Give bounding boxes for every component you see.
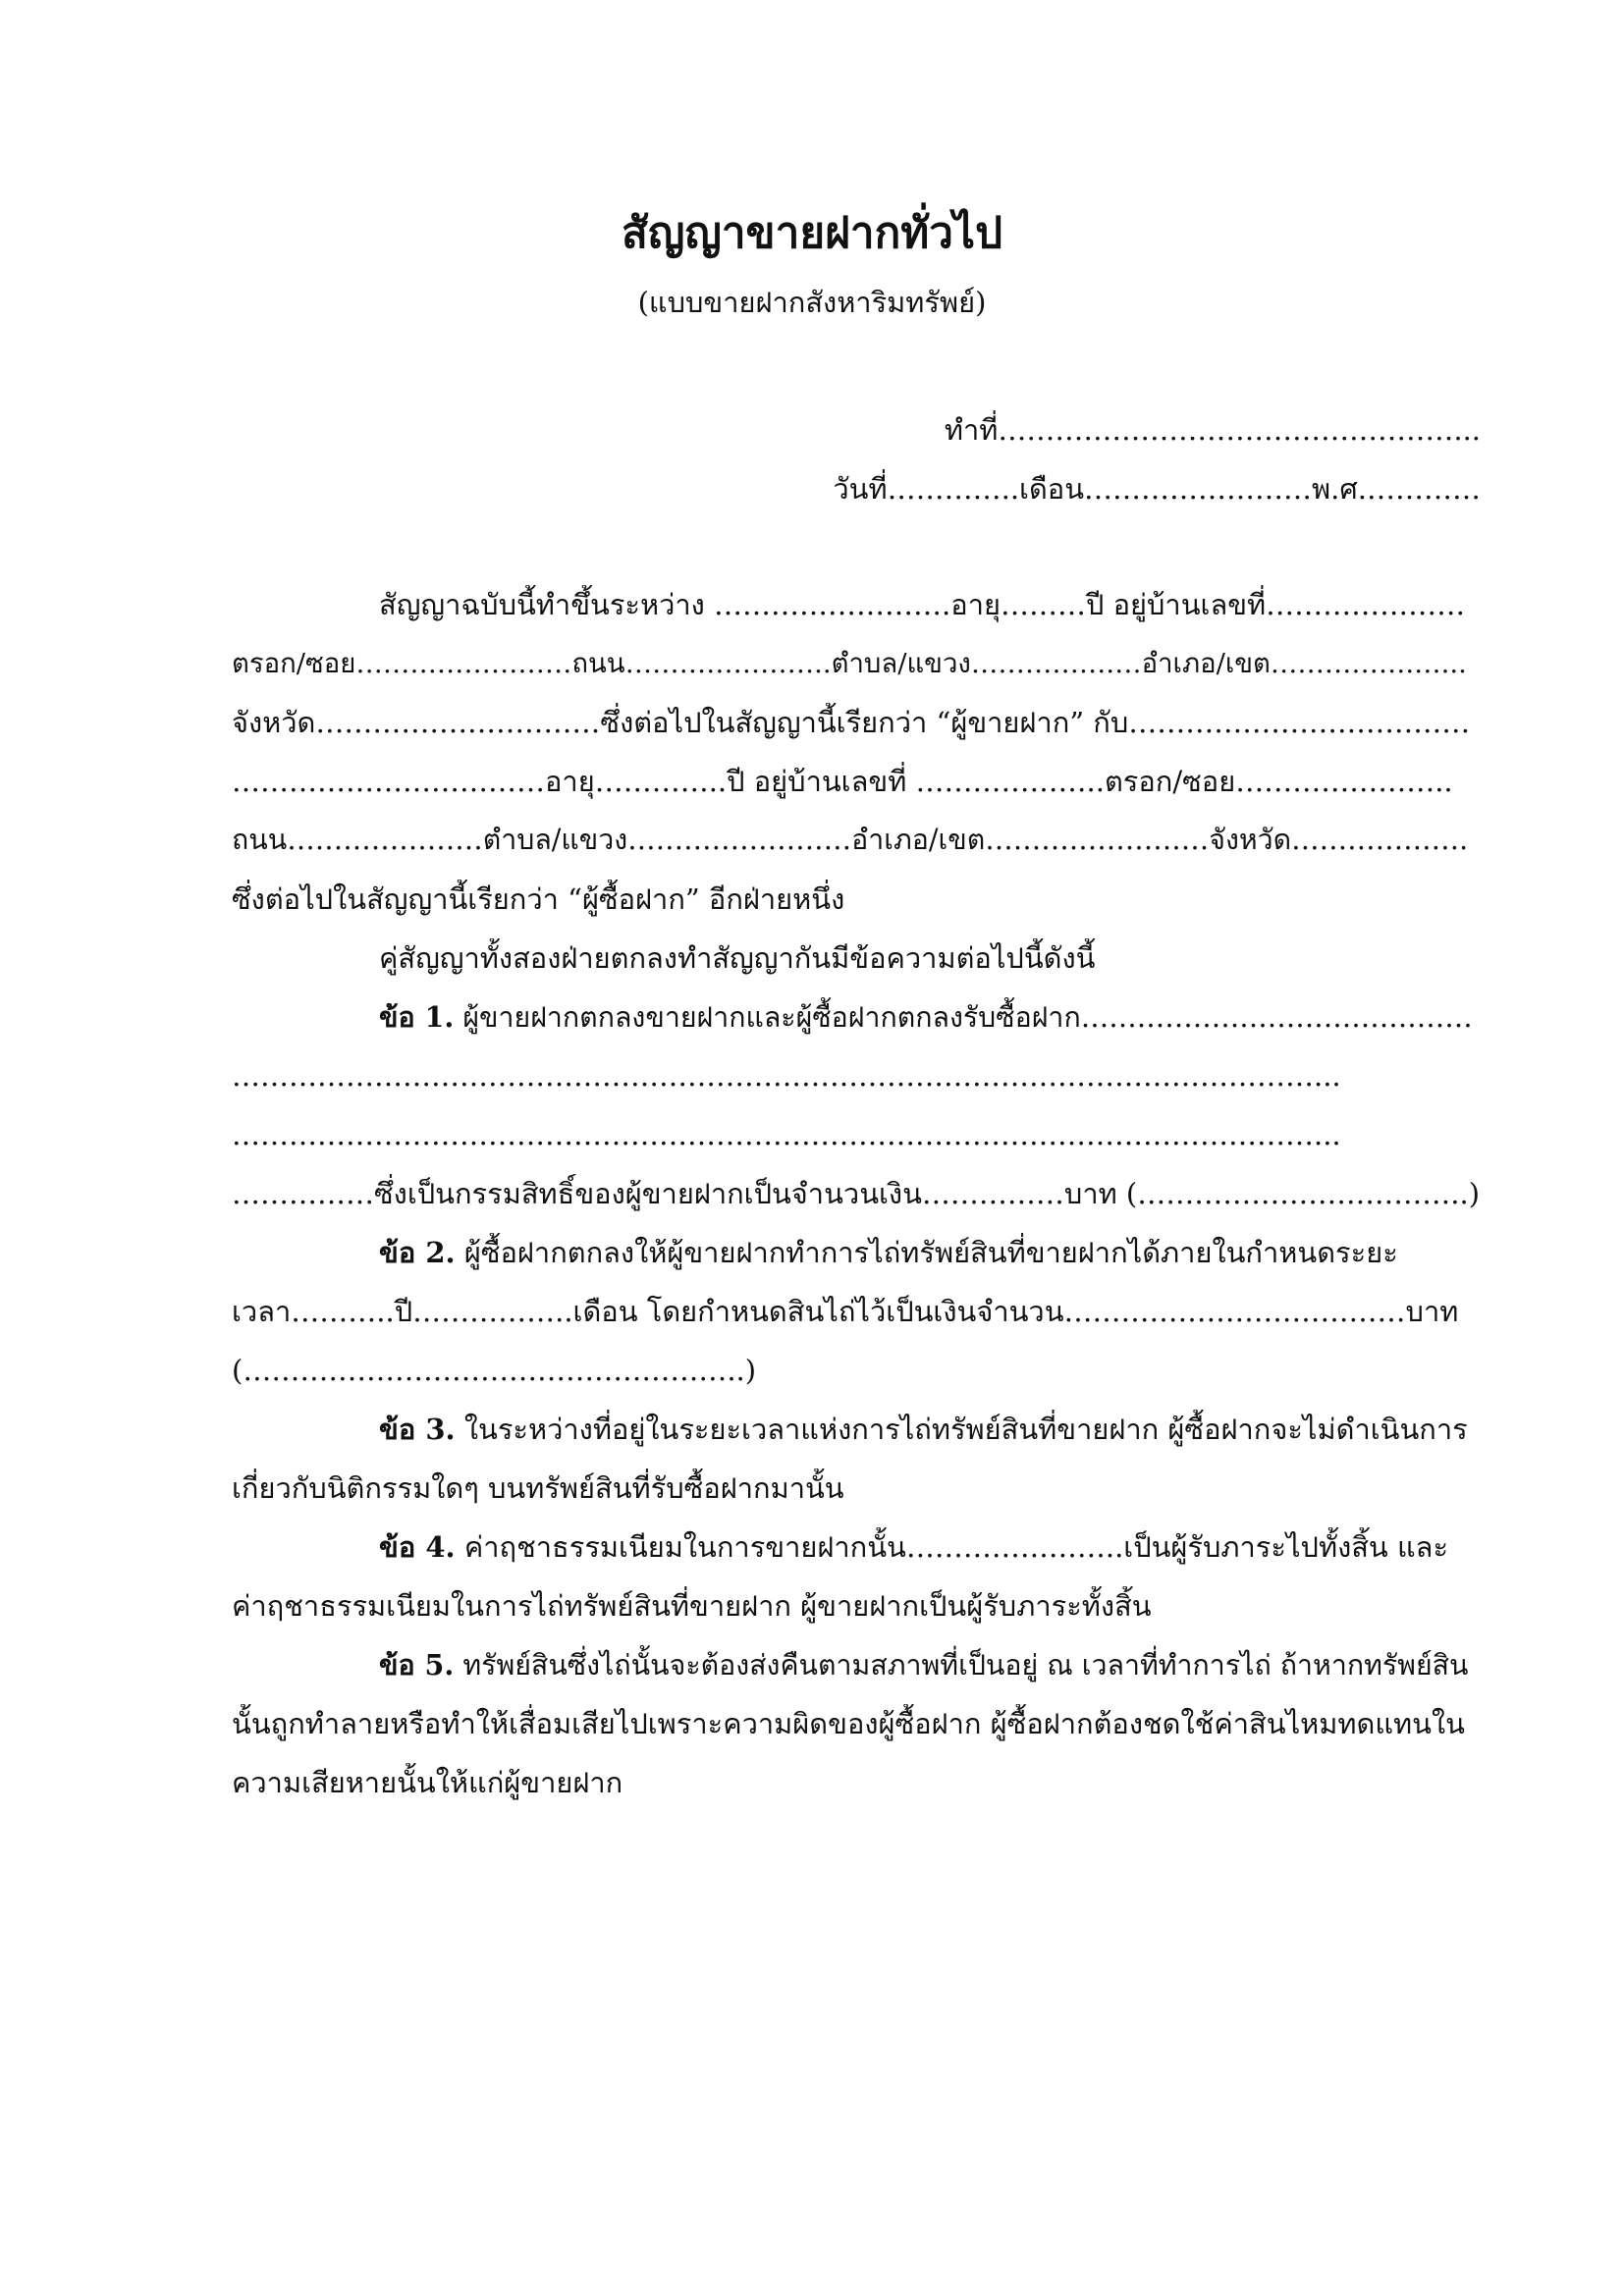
clause-1-label: ข้อ 1. [379,1000,455,1034]
made-at-line: ทำที่…………………………………………... [944,413,1481,447]
clause-5-line-3: ความเสียหายนั้นให้แก่ผู้ขายฝาก [232,1766,623,1799]
party-line-5: ถนน…………………ตำบล/แขวง……………………อำเภอ/เขต……………………จังหวัด………………. [232,824,1469,856]
clause-5 [379,1645,1481,1685]
clause-2-label: ข้อ 2. [379,1236,456,1269]
clause-1-text: ผู้ขายฝากตกลงขายฝากและผู้ซื้อฝากตกลงรับซื้อฝาก…………………………………… [462,1001,1473,1034]
clause-4 [379,1527,1481,1567]
clause-1-line-2: ……………………………………………………………………………………………………... [232,1059,1341,1093]
party-line-4: ……………………………อายุ…………..ปี อยู่บ้านเลขที่ ………………..ตรอก/ซอย………………….. [232,765,1453,798]
clause-3 [379,1410,1481,1449]
agreement-intro: คู่สัญญาทั้งสองฝ่ายตกลงทำสัญญากันมีข้อความต่อไปนี้ดังนี้ [379,941,1096,975]
document-subtitle: (แบบขายฝากสังหาริมทรัพย์) [637,286,987,319]
clause-2-text: ผู้ซื้อฝากตกลงให้ผู้ขายฝากทำการไถ่ทรัพย์สินที่ขายฝากได้ภายในกำหนดระยะ [463,1236,1398,1269]
clause-4-line-2: ค่าฤชาธรรมเนียมในการไถ่ทรัพย์สินที่ขายฝาก ผู้ขายฝากเป็นผู้รับภาระทั้งสิ้น [232,1589,1152,1623]
party-line-1: สัญญาฉบับนี้ทำขึ้นระหว่าง …………………….อายุ………ปี อยู่บ้านเลขที่………………… [379,588,1466,621]
clause-3-line-2: เกี่ยวกับนิติกรรมใดๆ บนทรัพย์สินที่รับซื้อฝากมานั้น [232,1471,844,1505]
clause-5-line-2: นั้นถูกทำลายหรือทำให้เสื่อมเสียไปเพราะความผิดของผู้ซื้อฝาก ผู้ซื้อฝากต้องชดใช้ค่าสินไหมทดแทนใน [232,1707,1465,1740]
clause-4-text: ค่าฤชาธรรมเนียมในการขายฝากนั้น…………………..เป็นผู้รับภาระไปทั้งสิ้น และ [463,1530,1449,1564]
date-line: วันที่…………..เดือน……………………พ.ศ.………… [833,472,1481,506]
clause-3-label: ข้อ 3. [379,1413,456,1446]
party-line-6: ซึ่งต่อไปในสัญญานี้เรียกว่า “ผู้ซื้อฝาก” อีกฝ่ายหนึ่ง [232,882,845,916]
party-line-2: ตรอก/ซอย……………………ถนน…………………..ตำบล/แขวง…………….…อำเภอ/เขต…………….…... [232,648,1467,679]
clause-4-label: ข้อ 4. [379,1530,456,1564]
party-line-3: จังหวัด…………………………ซึ่งต่อไปในสัญญานี้เรียกว่า “ผู้ขายฝาก” กับ……………………………… [232,706,1471,739]
clause-2-line-2: เวลา………..ปี……………..เดือน โดยกำหนดสินไถ่ไว้เป็นเงินจำนวน………………………………บาท [232,1295,1459,1328]
clause-2-line-3: (……………………………………………..) [232,1354,757,1387]
clause-1 [379,997,1481,1038]
clause-2 [379,1233,1481,1272]
clause-3-text: ในระหว่างที่อยู่ในระยะเวลาแห่งการไถ่ทรัพย์สินที่ขายฝาก ผู้ซื้อฝากจะไม่ดำเนินการ [463,1413,1468,1446]
clause-5-label: ข้อ 5. [379,1648,455,1682]
clause-1-line-4: ……………ซึ่งเป็นกรรมสิทธิ์ของผู้ขายฝากเป็นจำนวนเงิน……………บาท (……………………………..) [232,1177,1481,1210]
clause-5-text: ทรัพย์สินซึ่งไถ่นั้นจะต้องส่งคืนตามสภาพที่เป็นอยู่ ณ เวลาที่ทำการไถ่ ถ้าหากทรัพย์สิน [462,1649,1469,1682]
clause-1-line-3: ……………………………………………………………………………………………………... [232,1118,1341,1151]
document-title: สัญญาขายฝากทั่วไป [621,208,1002,258]
